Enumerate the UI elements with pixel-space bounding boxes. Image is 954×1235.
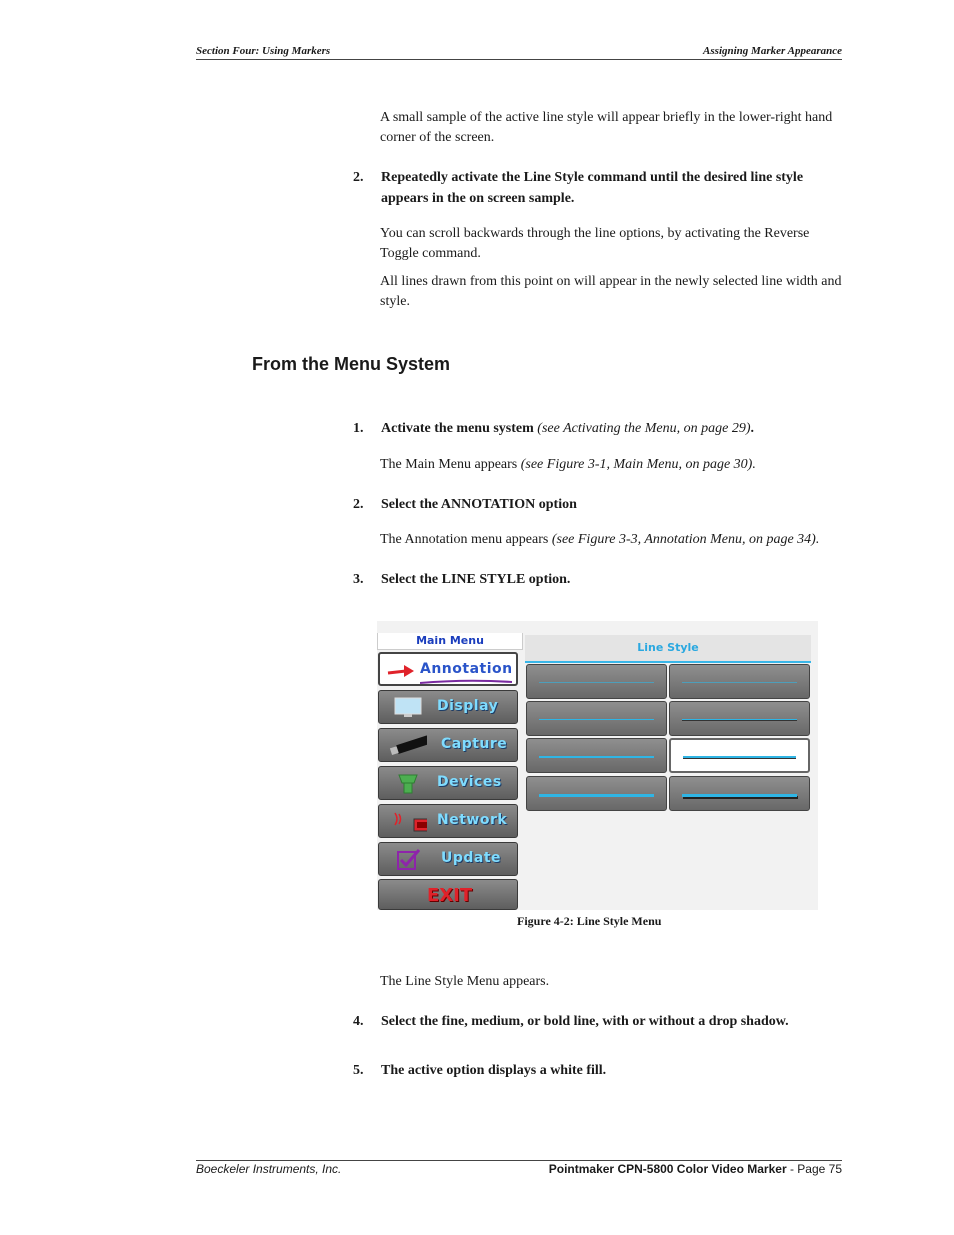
footer-product-page: Pointmaker CPN-5800 Color Video Marker - Page 75 [548, 1162, 842, 1176]
page-header [196, 45, 842, 60]
menu-item-label: Network [437, 812, 508, 828]
menu-item-update[interactable] [378, 842, 518, 876]
section-heading: From the Menu System [252, 354, 451, 374]
line-option-medium-shadow[interactable] [669, 738, 810, 773]
underline-scribble [420, 679, 512, 685]
menu-item-label: Capture [441, 736, 508, 752]
menu-item-network[interactable] [378, 804, 518, 838]
cross-reference-link[interactable]: (see Figure 3-1, Main Menu, on page 30). [520, 457, 756, 472]
line-style-title: Line Style [525, 635, 811, 661]
line-style-menu-figure [377, 621, 818, 910]
menu-item-annotation[interactable] [378, 652, 518, 686]
line-sample [682, 719, 797, 720]
step-text: Activate the menu system (see Activating the Menu, on page 29). [381, 421, 754, 436]
note-annotation-menu: The Annotation menu appears (see Figure 3-3, Annotation Menu, on page 34). [380, 532, 820, 547]
menu-item-exit[interactable] [378, 879, 518, 910]
line-option-bold-shadow[interactable] [669, 776, 810, 811]
paragraph-new-lines: All lines drawn from this point on will appear in the newly selected line width and style. [380, 274, 842, 309]
line-sample [682, 682, 797, 683]
step-text: The active option displays a white fill. [381, 1063, 607, 1078]
header-section: Section Four: Using Markers [196, 45, 331, 57]
connector-icon [393, 773, 423, 795]
step-number: 2. [353, 170, 364, 185]
menu-item-capture[interactable] [378, 728, 518, 762]
checkbox-icon [395, 849, 425, 871]
menu-item-label: Devices [437, 774, 502, 790]
line-option-fine-2[interactable] [526, 701, 667, 736]
line-sample [682, 794, 797, 797]
step-text: Repeatedly activate the Line Style command until the desired line style appears in the on screen sample. [381, 170, 804, 206]
step-number: 1. [353, 421, 364, 436]
menu-item-label: Annotation [420, 661, 513, 677]
cross-reference-link[interactable]: (see Activating the Menu, on page 29) [537, 421, 751, 436]
menu-item-label: Update [441, 850, 502, 866]
line-sample [683, 756, 796, 758]
line-sample [539, 794, 654, 797]
line-option-fine-shadow[interactable] [669, 664, 810, 699]
usb-drive-icon [387, 735, 427, 757]
line-option-bold[interactable] [526, 776, 667, 811]
line-sample [539, 756, 654, 758]
monitor-icon [393, 697, 423, 719]
network-icon [387, 811, 427, 833]
note-main-menu: The Main Menu appears (see Figure 3-1, Main Menu, on page 30). [380, 457, 756, 472]
step-number: 2. [353, 497, 364, 512]
paragraph-line-style-appears: The Line Style Menu appears. [380, 974, 550, 989]
step-number: 3. [353, 572, 364, 587]
line-sample [539, 682, 654, 683]
line-option-fine[interactable] [526, 664, 667, 699]
figure-caption: Figure 4-2: Line Style Menu [517, 914, 662, 928]
line-sample [539, 719, 654, 720]
page-footer [196, 1160, 842, 1176]
line-option-fine-2-shadow[interactable] [669, 701, 810, 736]
step-text: Select the LINE STYLE option. [381, 572, 571, 587]
menu-item-devices[interactable] [378, 766, 518, 800]
red-arrow-icon [386, 660, 416, 682]
step-text: Select the fine, medium, or bold line, with or without a drop shadow. [381, 1014, 789, 1029]
line-option-medium[interactable] [526, 738, 667, 773]
step-number: 4. [353, 1014, 364, 1029]
step-number: 5. [353, 1063, 364, 1078]
menu-item-display[interactable] [378, 690, 518, 724]
exit-label: EXIT [427, 885, 473, 906]
intro-paragraph: A small sample of the active line style will appear briefly in the lower-right hand corner of the screen. [380, 110, 833, 145]
menu-item-label: Display [437, 698, 499, 714]
step-text: Select the ANNOTATION option [381, 497, 577, 512]
cross-reference-link[interactable]: (see Figure 3-3, Annotation Menu, on page 34). [551, 532, 820, 547]
paragraph-reverse-toggle: You can scroll backwards through the line options, by activating the Reverse Toggle command. [380, 226, 810, 261]
main-menu-title: Main Menu [377, 633, 523, 650]
header-topic: Assigning Marker Appearance [703, 45, 842, 57]
footer-company: Boeckeler Instruments, Inc. [196, 1162, 342, 1176]
